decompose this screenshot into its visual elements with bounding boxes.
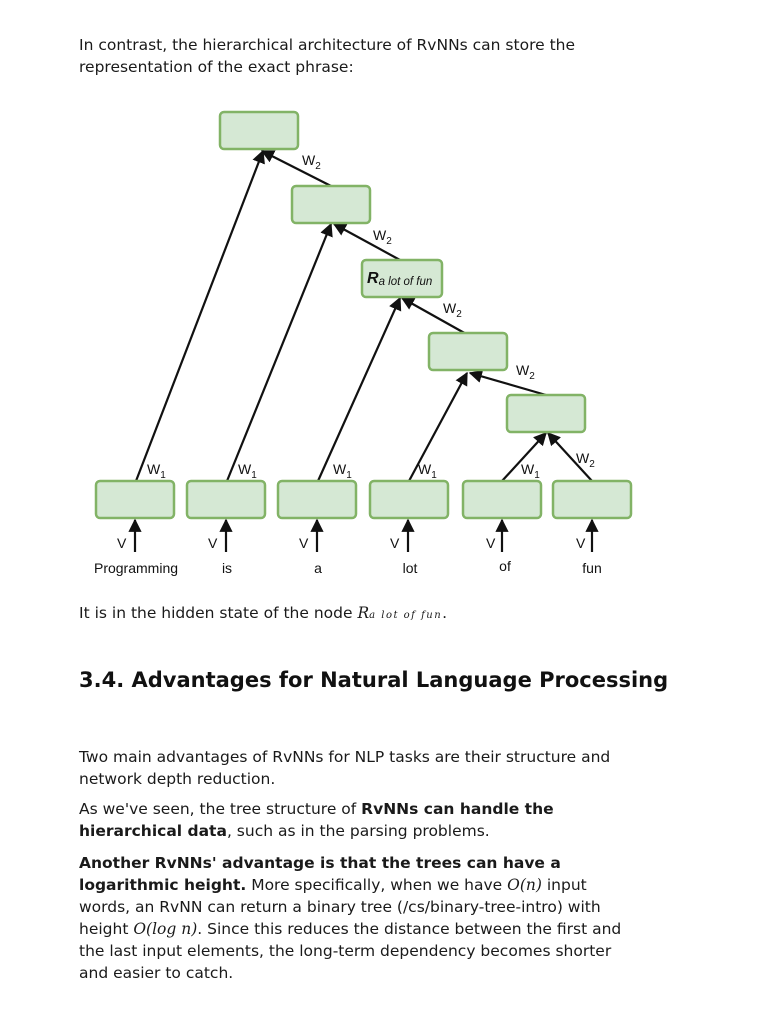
v-label: V bbox=[208, 535, 218, 551]
word-label: of bbox=[499, 558, 511, 574]
word-label: a bbox=[314, 560, 322, 576]
p2-bold: RvNNs can handle the hierarchical data bbox=[79, 800, 554, 840]
p2-text: As we've seen, the tree structure of bbox=[79, 800, 362, 818]
v-label: V bbox=[576, 535, 586, 551]
body-paragraph-3 bbox=[79, 852, 639, 984]
body-paragraph-1: Two main advantages of RvNNs for NLP tasks are their structure and network depth reduction. bbox=[79, 748, 611, 788]
leaf-node-fun bbox=[553, 481, 631, 518]
intro-paragraph: In contrast, the hierarchical architecture of RvNNs can store the representation of the exact phrase: bbox=[79, 36, 575, 76]
w2-label: $W_2$ bbox=[302, 152, 321, 172]
v-label: V bbox=[299, 535, 309, 551]
edge-w1-programming bbox=[136, 151, 263, 481]
rvnn-tree-diagram bbox=[0, 100, 768, 590]
hidden-state-paragraph bbox=[79, 602, 639, 627]
word-label: lot bbox=[402, 560, 418, 576]
w2-label: $W_2$ bbox=[576, 450, 595, 470]
inner-node bbox=[507, 395, 585, 432]
v-label: V bbox=[117, 535, 127, 551]
p3-text: input words, an RvNN can return a binary tree (/cs/binary-tree-intro) with height bbox=[79, 876, 601, 938]
edge-w1-a bbox=[318, 298, 400, 481]
section-heading: 3.4. Advantages for Natural Language Processing bbox=[79, 668, 669, 692]
leaf-node-is bbox=[187, 481, 265, 518]
leaf-node-a bbox=[278, 481, 356, 518]
node-math-sub: a lot of fun bbox=[369, 610, 443, 621]
hidden-state-text: It is in the hidden state of the node bbox=[79, 604, 358, 622]
p3-math-ologn: O(log n) bbox=[133, 920, 198, 938]
w2-label: $W_2$ bbox=[443, 300, 462, 320]
v-label: V bbox=[390, 535, 400, 551]
word-label: fun bbox=[582, 560, 602, 576]
word-label: Programming bbox=[93, 560, 179, 576]
p2-text: , such as in the parsing problems. bbox=[226, 822, 490, 840]
w1-label: $W_1$ bbox=[521, 461, 540, 481]
p3-text: . Since this reduces the distance between the first and the last input elements, the long-term dependency becomes shorter and easier to catch. bbox=[79, 920, 622, 982]
p3-math-on: O(n) bbox=[507, 876, 542, 894]
w1-label: $W_1$ bbox=[333, 461, 352, 481]
w1-label: $W_1$ bbox=[418, 461, 437, 481]
inner-node bbox=[292, 186, 370, 223]
v-label: V bbox=[486, 535, 496, 551]
body-paragraph-2 bbox=[79, 798, 639, 842]
highlight-node-label: Ra lot of fun bbox=[367, 270, 433, 288]
w2-label: $W_2$ bbox=[373, 227, 392, 247]
inner-node bbox=[429, 333, 507, 370]
w2-label: $W_2$ bbox=[516, 362, 535, 382]
p3-text: More specifically, when we have bbox=[246, 876, 508, 894]
node-math: R bbox=[357, 604, 370, 622]
w1-label: $W_1$ bbox=[238, 461, 257, 481]
leaf-node-programming bbox=[96, 481, 174, 518]
root-node bbox=[220, 112, 298, 149]
w1-label: $W_1$ bbox=[147, 461, 166, 481]
p3-bold: Another RvNNs' advantage is that the trees can have a logarithmic height. bbox=[79, 854, 561, 894]
edge-w1-is bbox=[227, 224, 331, 481]
word-label: is bbox=[221, 560, 233, 576]
leaf-node-lot bbox=[370, 481, 448, 518]
period: . bbox=[442, 604, 448, 622]
leaf-node-of bbox=[463, 481, 541, 518]
